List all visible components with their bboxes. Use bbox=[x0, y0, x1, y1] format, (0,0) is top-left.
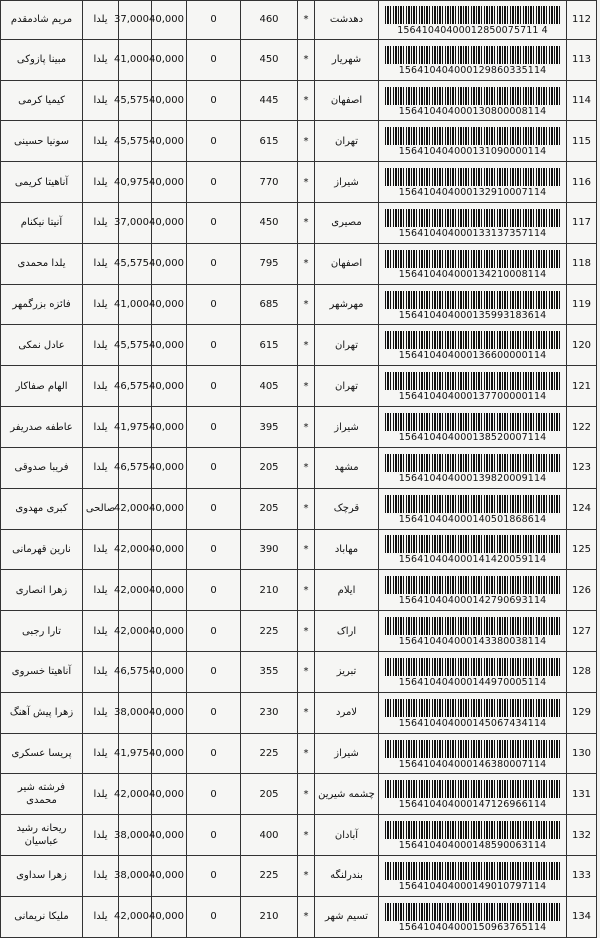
base-cell: 40,000 bbox=[152, 692, 187, 733]
base-cell: 40,000 bbox=[152, 896, 187, 937]
amount-cell: 450 bbox=[241, 39, 298, 80]
zero-cell: 0 bbox=[187, 39, 241, 80]
barcode-number: 156410404000133137357114 bbox=[398, 227, 547, 239]
total-cell: 37,000 bbox=[119, 203, 152, 244]
mark-cell: * bbox=[298, 896, 315, 937]
table-row bbox=[1, 121, 597, 162]
mark-cell: * bbox=[298, 1, 315, 40]
barcode-cell bbox=[379, 1, 567, 40]
row-index: 133 bbox=[567, 856, 597, 897]
name-cell: الهام صفاکار bbox=[1, 366, 83, 407]
status-cell: یلدا bbox=[83, 856, 119, 897]
table-row bbox=[1, 733, 597, 774]
base-cell: 40,000 bbox=[152, 39, 187, 80]
zero-cell: 0 bbox=[187, 856, 241, 897]
barcode-cell bbox=[379, 815, 567, 856]
status-cell: یلدا bbox=[83, 203, 119, 244]
status-cell: یلدا bbox=[83, 570, 119, 611]
status-cell: یلدا bbox=[83, 651, 119, 692]
barcode-cell bbox=[379, 488, 567, 529]
table-row bbox=[1, 1, 597, 40]
barcode-image bbox=[385, 250, 561, 268]
barcode-cell bbox=[379, 325, 567, 366]
barcode-image bbox=[385, 903, 561, 921]
zero-cell: 0 bbox=[187, 80, 241, 121]
amount-cell: 210 bbox=[241, 570, 298, 611]
amount-cell: 355 bbox=[241, 651, 298, 692]
zero-cell: 0 bbox=[187, 815, 241, 856]
row-index: 134 bbox=[567, 896, 597, 937]
barcode-cell bbox=[379, 407, 567, 448]
city-cell: تهران bbox=[315, 325, 379, 366]
amount-cell: 210 bbox=[241, 896, 298, 937]
name-cell: سونیا حسینی bbox=[1, 121, 83, 162]
row-index: 121 bbox=[567, 366, 597, 407]
name-cell: کبری مهدوی bbox=[1, 488, 83, 529]
amount-cell: 205 bbox=[241, 488, 298, 529]
barcode-image bbox=[385, 617, 561, 635]
zero-cell: 0 bbox=[187, 407, 241, 448]
total-cell: 46,575 bbox=[119, 447, 152, 488]
status-cell: یلدا bbox=[83, 121, 119, 162]
amount-cell: 405 bbox=[241, 366, 298, 407]
total-cell: 42,000 bbox=[119, 488, 152, 529]
base-cell: 40,000 bbox=[152, 407, 187, 448]
status-cell: یلدا bbox=[83, 1, 119, 40]
mark-cell: * bbox=[298, 243, 315, 284]
name-cell: مبینا پازوکی bbox=[1, 39, 83, 80]
status-cell: یلدا bbox=[83, 162, 119, 203]
barcode-image bbox=[385, 372, 561, 390]
zero-cell: 0 bbox=[187, 1, 241, 40]
table-row bbox=[1, 896, 597, 937]
amount-cell: 615 bbox=[241, 121, 298, 162]
zero-cell: 0 bbox=[187, 243, 241, 284]
mark-cell: * bbox=[298, 856, 315, 897]
total-cell: 41,975 bbox=[119, 407, 152, 448]
base-cell: 40,000 bbox=[152, 243, 187, 284]
barcode-number: 156410404000145067434114 bbox=[398, 717, 547, 729]
barcode-cell bbox=[379, 243, 567, 284]
city-cell: مهرشهر bbox=[315, 284, 379, 325]
zero-cell: 0 bbox=[187, 529, 241, 570]
row-index: 130 bbox=[567, 733, 597, 774]
barcode-number: 156410404000129860335114 bbox=[398, 64, 547, 76]
status-cell: یلدا bbox=[83, 896, 119, 937]
table-row bbox=[1, 815, 597, 856]
barcode-image bbox=[385, 576, 561, 594]
barcode-cell bbox=[379, 529, 567, 570]
table-row bbox=[1, 611, 597, 652]
amount-cell: 390 bbox=[241, 529, 298, 570]
barcode-cell bbox=[379, 284, 567, 325]
name-cell: تارا رجبی bbox=[1, 611, 83, 652]
row-index: 128 bbox=[567, 651, 597, 692]
base-cell: 40,000 bbox=[152, 203, 187, 244]
row-index: 132 bbox=[567, 815, 597, 856]
row-index: 123 bbox=[567, 447, 597, 488]
city-cell: آبادان bbox=[315, 815, 379, 856]
total-cell: 42,000 bbox=[119, 896, 152, 937]
barcode-number: 156410404000136600000114 bbox=[398, 350, 547, 362]
barcode-image bbox=[385, 740, 561, 758]
city-cell: شهریار bbox=[315, 39, 379, 80]
amount-cell: 225 bbox=[241, 856, 298, 897]
amount-cell: 205 bbox=[241, 774, 298, 815]
amount-cell: 205 bbox=[241, 447, 298, 488]
row-index: 125 bbox=[567, 529, 597, 570]
name-cell: آناهیتا کریمی bbox=[1, 162, 83, 203]
zero-cell: 0 bbox=[187, 896, 241, 937]
amount-cell: 400 bbox=[241, 815, 298, 856]
zero-cell: 0 bbox=[187, 325, 241, 366]
total-cell: 40,975 bbox=[119, 162, 152, 203]
name-cell: آناهیتا خسروی bbox=[1, 651, 83, 692]
row-index: 115 bbox=[567, 121, 597, 162]
total-cell: 38,000 bbox=[119, 856, 152, 897]
barcode-cell bbox=[379, 80, 567, 121]
amount-cell: 685 bbox=[241, 284, 298, 325]
amount-cell: 615 bbox=[241, 325, 298, 366]
mark-cell: * bbox=[298, 488, 315, 529]
barcode-number: 156410404000132910007114 bbox=[398, 187, 547, 199]
name-cell: مریم شادمقدم bbox=[1, 1, 83, 40]
status-cell: یلدا bbox=[83, 815, 119, 856]
mark-cell: * bbox=[298, 611, 315, 652]
base-cell: 40,000 bbox=[152, 325, 187, 366]
status-cell: یلدا bbox=[83, 366, 119, 407]
status-cell: یلدا bbox=[83, 611, 119, 652]
zero-cell: 0 bbox=[187, 284, 241, 325]
barcode-cell bbox=[379, 121, 567, 162]
table-row bbox=[1, 80, 597, 121]
zero-cell: 0 bbox=[187, 203, 241, 244]
name-cell: کیمیا کرمی bbox=[1, 80, 83, 121]
base-cell: 40,000 bbox=[152, 570, 187, 611]
name-cell: زهرا پیش آهنگ bbox=[1, 692, 83, 733]
base-cell: 40,000 bbox=[152, 856, 187, 897]
table-row bbox=[1, 203, 597, 244]
city-cell: اصفهان bbox=[315, 243, 379, 284]
row-index: 113 bbox=[567, 39, 597, 80]
city-cell: اراک bbox=[315, 611, 379, 652]
barcode-cell bbox=[379, 856, 567, 897]
barcode-image bbox=[385, 699, 561, 717]
row-index: 117 bbox=[567, 203, 597, 244]
name-cell: یلدا محمدی bbox=[1, 243, 83, 284]
total-cell: 46,575 bbox=[119, 366, 152, 407]
barcode-image bbox=[385, 495, 561, 513]
table-row bbox=[1, 39, 597, 80]
base-cell: 40,000 bbox=[152, 447, 187, 488]
city-cell: چشمه شیرین bbox=[315, 774, 379, 815]
barcode-cell bbox=[379, 162, 567, 203]
zero-cell: 0 bbox=[187, 651, 241, 692]
row-index: 129 bbox=[567, 692, 597, 733]
barcode-number: 156410404000143380038114 bbox=[398, 636, 547, 648]
city-cell: لامرد bbox=[315, 692, 379, 733]
mark-cell: * bbox=[298, 121, 315, 162]
total-cell: 45,575 bbox=[119, 243, 152, 284]
base-cell: 40,000 bbox=[152, 284, 187, 325]
mark-cell: * bbox=[298, 203, 315, 244]
zero-cell: 0 bbox=[187, 611, 241, 652]
mark-cell: * bbox=[298, 692, 315, 733]
table-row bbox=[1, 488, 597, 529]
row-index: 131 bbox=[567, 774, 597, 815]
zero-cell: 0 bbox=[187, 488, 241, 529]
total-cell: 41,975 bbox=[119, 733, 152, 774]
row-index: 124 bbox=[567, 488, 597, 529]
amount-cell: 770 bbox=[241, 162, 298, 203]
table-row bbox=[1, 284, 597, 325]
barcode-number: 156410404000150963765114 bbox=[398, 921, 547, 933]
barcode-number: 156410404000137700000114 bbox=[398, 391, 547, 403]
base-cell: 40,000 bbox=[152, 80, 187, 121]
barcode-number: 156410404000149010797114 bbox=[398, 880, 547, 892]
mark-cell: * bbox=[298, 284, 315, 325]
zero-cell: 0 bbox=[187, 570, 241, 611]
amount-cell: 460 bbox=[241, 1, 298, 40]
table-row bbox=[1, 570, 597, 611]
base-cell: 40,000 bbox=[152, 162, 187, 203]
status-cell: صالحی bbox=[83, 488, 119, 529]
zero-cell: 0 bbox=[187, 162, 241, 203]
city-cell: اصفهان bbox=[315, 80, 379, 121]
barcode-number: 156410404000130800008114 bbox=[398, 105, 547, 117]
base-cell: 40,000 bbox=[152, 651, 187, 692]
base-cell: 40,000 bbox=[152, 366, 187, 407]
status-cell: یلدا bbox=[83, 39, 119, 80]
barcode-number: 15641040400012850075711 4 bbox=[397, 24, 548, 36]
city-cell: تهران bbox=[315, 366, 379, 407]
name-cell: عاطفه صدریفر bbox=[1, 407, 83, 448]
barcode-cell bbox=[379, 39, 567, 80]
total-cell: 38,000 bbox=[119, 815, 152, 856]
barcode-cell bbox=[379, 203, 567, 244]
barcode-image bbox=[385, 454, 561, 472]
mark-cell: * bbox=[298, 39, 315, 80]
base-cell: 40,000 bbox=[152, 529, 187, 570]
name-cell: عادل نمکی bbox=[1, 325, 83, 366]
name-cell: ریحانه رشید عباسیان bbox=[1, 815, 83, 856]
base-cell: 40,000 bbox=[152, 121, 187, 162]
name-cell: پریسا عسکری bbox=[1, 733, 83, 774]
row-index: 114 bbox=[567, 80, 597, 121]
barcode-number: 156410404000141420059114 bbox=[398, 554, 547, 566]
barcode-image bbox=[385, 413, 561, 431]
zero-cell: 0 bbox=[187, 774, 241, 815]
total-cell: 42,000 bbox=[119, 611, 152, 652]
barcode-number: 156410404000131090000114 bbox=[398, 146, 547, 158]
base-cell: 40,000 bbox=[152, 815, 187, 856]
mark-cell: * bbox=[298, 651, 315, 692]
zero-cell: 0 bbox=[187, 692, 241, 733]
total-cell: 45,575 bbox=[119, 80, 152, 121]
mark-cell: * bbox=[298, 815, 315, 856]
city-cell: مصیری bbox=[315, 203, 379, 244]
amount-cell: 225 bbox=[241, 611, 298, 652]
city-cell: شیراز bbox=[315, 162, 379, 203]
barcode-number: 156410404000135993183614 bbox=[398, 309, 547, 321]
table-row bbox=[1, 692, 597, 733]
city-cell: شیراز bbox=[315, 407, 379, 448]
city-cell: ایلام bbox=[315, 570, 379, 611]
base-cell: 40,000 bbox=[152, 774, 187, 815]
mark-cell: * bbox=[298, 80, 315, 121]
amount-cell: 450 bbox=[241, 203, 298, 244]
barcode-number: 156410404000138520007114 bbox=[398, 432, 547, 443]
total-cell: 42,000 bbox=[119, 774, 152, 815]
city-cell: مهاباد bbox=[315, 529, 379, 570]
table-row bbox=[1, 162, 597, 203]
table-row bbox=[1, 774, 597, 815]
status-cell: یلدا bbox=[83, 284, 119, 325]
barcode-image bbox=[385, 331, 561, 349]
amount-cell: 230 bbox=[241, 692, 298, 733]
barcode-number: 156410404000147126966114 bbox=[398, 799, 547, 811]
base-cell: 40,000 bbox=[152, 1, 187, 40]
total-cell: 45,575 bbox=[119, 121, 152, 162]
amount-cell: 445 bbox=[241, 80, 298, 121]
barcode-cell bbox=[379, 570, 567, 611]
amount-cell: 395 bbox=[241, 407, 298, 448]
barcode-number: 156410404000134210008114 bbox=[398, 268, 547, 280]
total-cell: 42,000 bbox=[119, 570, 152, 611]
barcode-image bbox=[385, 821, 561, 839]
city-cell: تبریز bbox=[315, 651, 379, 692]
row-index: 120 bbox=[567, 325, 597, 366]
city-cell: قرچک bbox=[315, 488, 379, 529]
row-index: 118 bbox=[567, 243, 597, 284]
table-row bbox=[1, 366, 597, 407]
barcode-image bbox=[385, 46, 561, 64]
row-index: 126 bbox=[567, 570, 597, 611]
barcode-cell bbox=[379, 366, 567, 407]
barcode-number: 156410404000146380007114 bbox=[398, 758, 547, 770]
base-cell: 40,000 bbox=[152, 488, 187, 529]
city-cell: مشهد bbox=[315, 447, 379, 488]
row-index: 119 bbox=[567, 284, 597, 325]
city-cell: بندرلنگه bbox=[315, 856, 379, 897]
name-cell: زهرا انصاری bbox=[1, 570, 83, 611]
name-cell: فریبا صدوقی bbox=[1, 447, 83, 488]
mark-cell: * bbox=[298, 325, 315, 366]
status-cell: یلدا bbox=[83, 774, 119, 815]
barcode-cell bbox=[379, 733, 567, 774]
table-row bbox=[1, 447, 597, 488]
total-cell: 45,575 bbox=[119, 325, 152, 366]
status-cell: یلدا bbox=[83, 733, 119, 774]
amount-cell: 795 bbox=[241, 243, 298, 284]
city-cell: شیراز bbox=[315, 733, 379, 774]
table-row bbox=[1, 529, 597, 570]
mark-cell: * bbox=[298, 774, 315, 815]
mark-cell: * bbox=[298, 407, 315, 448]
barcode-image bbox=[385, 87, 561, 105]
mark-cell: * bbox=[298, 529, 315, 570]
total-cell: 42,000 bbox=[119, 529, 152, 570]
name-cell: نارین قهرمانی bbox=[1, 529, 83, 570]
base-cell: 40,000 bbox=[152, 611, 187, 652]
status-cell: یلدا bbox=[83, 529, 119, 570]
zero-cell: 0 bbox=[187, 366, 241, 407]
total-cell: 38,000 bbox=[119, 692, 152, 733]
total-cell: 37,000 bbox=[119, 1, 152, 40]
mark-cell: * bbox=[298, 570, 315, 611]
city-cell: تهران bbox=[315, 121, 379, 162]
barcode-cell bbox=[379, 651, 567, 692]
table-row bbox=[1, 407, 597, 448]
base-cell: 40,000 bbox=[152, 733, 187, 774]
barcode-cell bbox=[379, 447, 567, 488]
barcode-cell bbox=[379, 611, 567, 652]
barcode-cell bbox=[379, 896, 567, 937]
barcode-image bbox=[385, 535, 561, 553]
status-cell: یلدا bbox=[83, 447, 119, 488]
status-cell: یلدا bbox=[83, 325, 119, 366]
mark-cell: * bbox=[298, 162, 315, 203]
status-cell: یلدا bbox=[83, 243, 119, 284]
barcode-number: 156410404000148590063114 bbox=[398, 840, 547, 852]
row-index: 127 bbox=[567, 611, 597, 652]
barcode-number: 156410404000139820009114 bbox=[398, 472, 547, 484]
total-cell: 41,000 bbox=[119, 39, 152, 80]
zero-cell: 0 bbox=[187, 733, 241, 774]
zero-cell: 0 bbox=[187, 121, 241, 162]
barcode-image bbox=[385, 127, 561, 145]
mark-cell: * bbox=[298, 447, 315, 488]
status-cell: یلدا bbox=[83, 80, 119, 121]
table-row bbox=[1, 243, 597, 284]
barcode-image bbox=[385, 6, 561, 24]
mark-cell: * bbox=[298, 366, 315, 407]
city-cell: تسیم شهر bbox=[315, 896, 379, 937]
barcode-cell bbox=[379, 774, 567, 815]
barcode-image bbox=[385, 209, 561, 227]
mark-cell: * bbox=[298, 733, 315, 774]
row-index: 112 bbox=[567, 1, 597, 40]
barcode-number: 156410404000144970005114 bbox=[398, 676, 547, 688]
status-cell: یلدا bbox=[83, 407, 119, 448]
city-cell: دهدشت bbox=[315, 1, 379, 40]
zero-cell: 0 bbox=[187, 447, 241, 488]
barcode-number: 156410404000140501868614 bbox=[398, 513, 547, 525]
name-cell: فائزه بزرگمهر bbox=[1, 284, 83, 325]
total-cell: 46,575 bbox=[119, 651, 152, 692]
table-row bbox=[1, 651, 597, 692]
barcode-image bbox=[385, 168, 561, 186]
table-row bbox=[1, 325, 597, 366]
status-cell: یلدا bbox=[83, 692, 119, 733]
barcode-number: 156410404000142790693114 bbox=[398, 595, 547, 607]
name-cell: زهرا سداوی bbox=[1, 856, 83, 897]
barcode-image bbox=[385, 862, 561, 880]
barcode-cell bbox=[379, 692, 567, 733]
barcode-image bbox=[385, 658, 561, 676]
total-cell: 41,000 bbox=[119, 284, 152, 325]
amount-cell: 225 bbox=[241, 733, 298, 774]
table-row bbox=[1, 856, 597, 897]
barcode-image bbox=[385, 291, 561, 309]
barcode-image bbox=[385, 780, 561, 798]
row-index: 122 bbox=[567, 407, 597, 448]
name-cell: فرشته شیر محمدی bbox=[1, 774, 83, 815]
row-index: 116 bbox=[567, 162, 597, 203]
name-cell: ملیکا نریمانی bbox=[1, 896, 83, 937]
name-cell: آنیتا نیکنام bbox=[1, 203, 83, 244]
